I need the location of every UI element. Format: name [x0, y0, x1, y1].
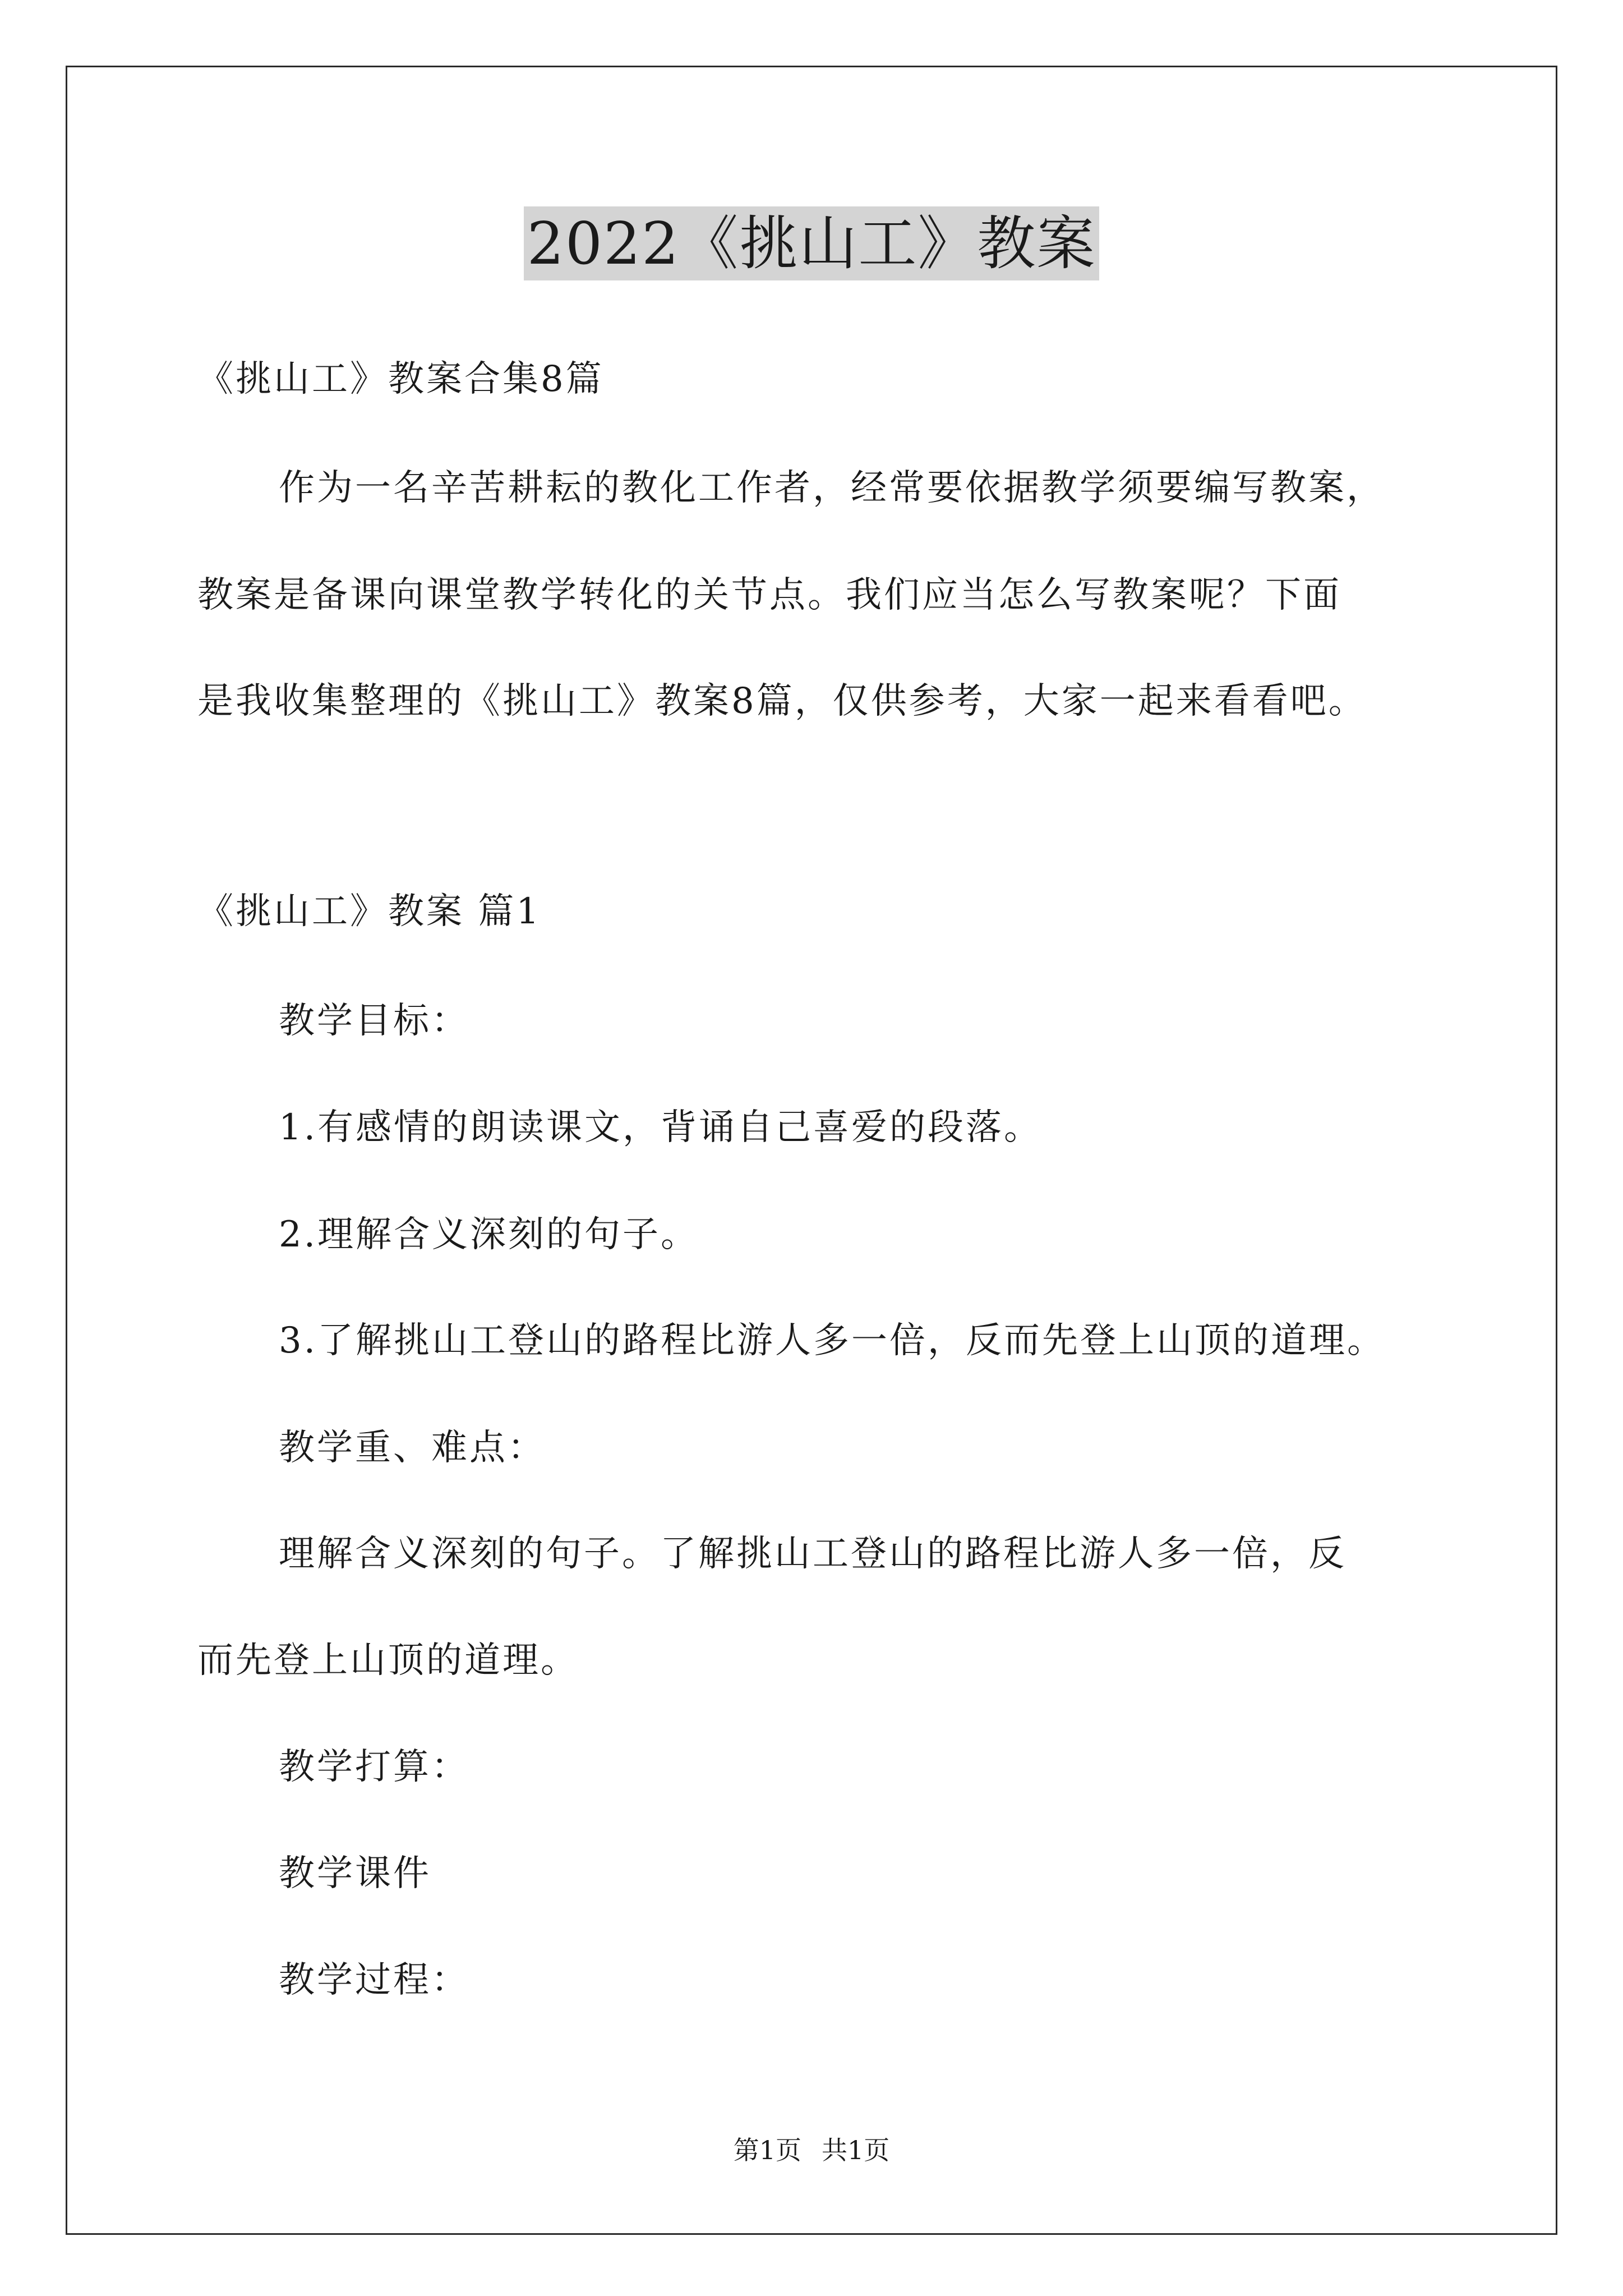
page-number-total: 共1页 [822, 2135, 890, 2165]
section-heading: 《挑山工》教案 篇1 [197, 891, 542, 932]
difficulty-label: 教学重、难点： [279, 1427, 546, 1469]
difficulty-line-2: 而先登上山顶的道理。 [197, 1640, 579, 1681]
goal-item-2: 2.理解含义深刻的句子。 [279, 1214, 699, 1255]
prep-value: 教学课件 [279, 1853, 431, 1894]
goal-item-3: 3.了解挑山工登山的路程比游人多一倍，反而先登上山顶的道理。 [279, 1320, 1386, 1361]
title-container [0, 206, 1623, 280]
prep-label: 教学打算： [279, 1746, 469, 1788]
intro-line-2: 教案是备课向课堂教学转化的关节点。我们应当怎么写教案呢？下面 [197, 574, 1341, 616]
difficulty-line-1: 理解含义深刻的句子。了解挑山工登山的路程比游人多一倍，反 [279, 1533, 1347, 1575]
document-title: 2022《挑山工》教案 [524, 206, 1100, 280]
goals-label: 教学目标： [279, 1000, 469, 1042]
process-label: 教学过程： [279, 1959, 469, 2001]
intro-line-1: 作为一名辛苦耕耘的教化工作者，经常要依据教学须要编写教案， [279, 467, 1385, 509]
goal-item-1: 1.有感情的朗读课文，背诵自己喜爱的段落。 [279, 1107, 1043, 1148]
intro-line-3: 是我收集整理的《挑山工》教案8篇，仅供参考，大家一起来看看吧。 [197, 680, 1367, 722]
collection-heading: 《挑山工》教案合集8篇 [197, 358, 604, 400]
page-number-current: 第1页 [733, 2135, 801, 2165]
page-footer [0, 2134, 1623, 2166]
